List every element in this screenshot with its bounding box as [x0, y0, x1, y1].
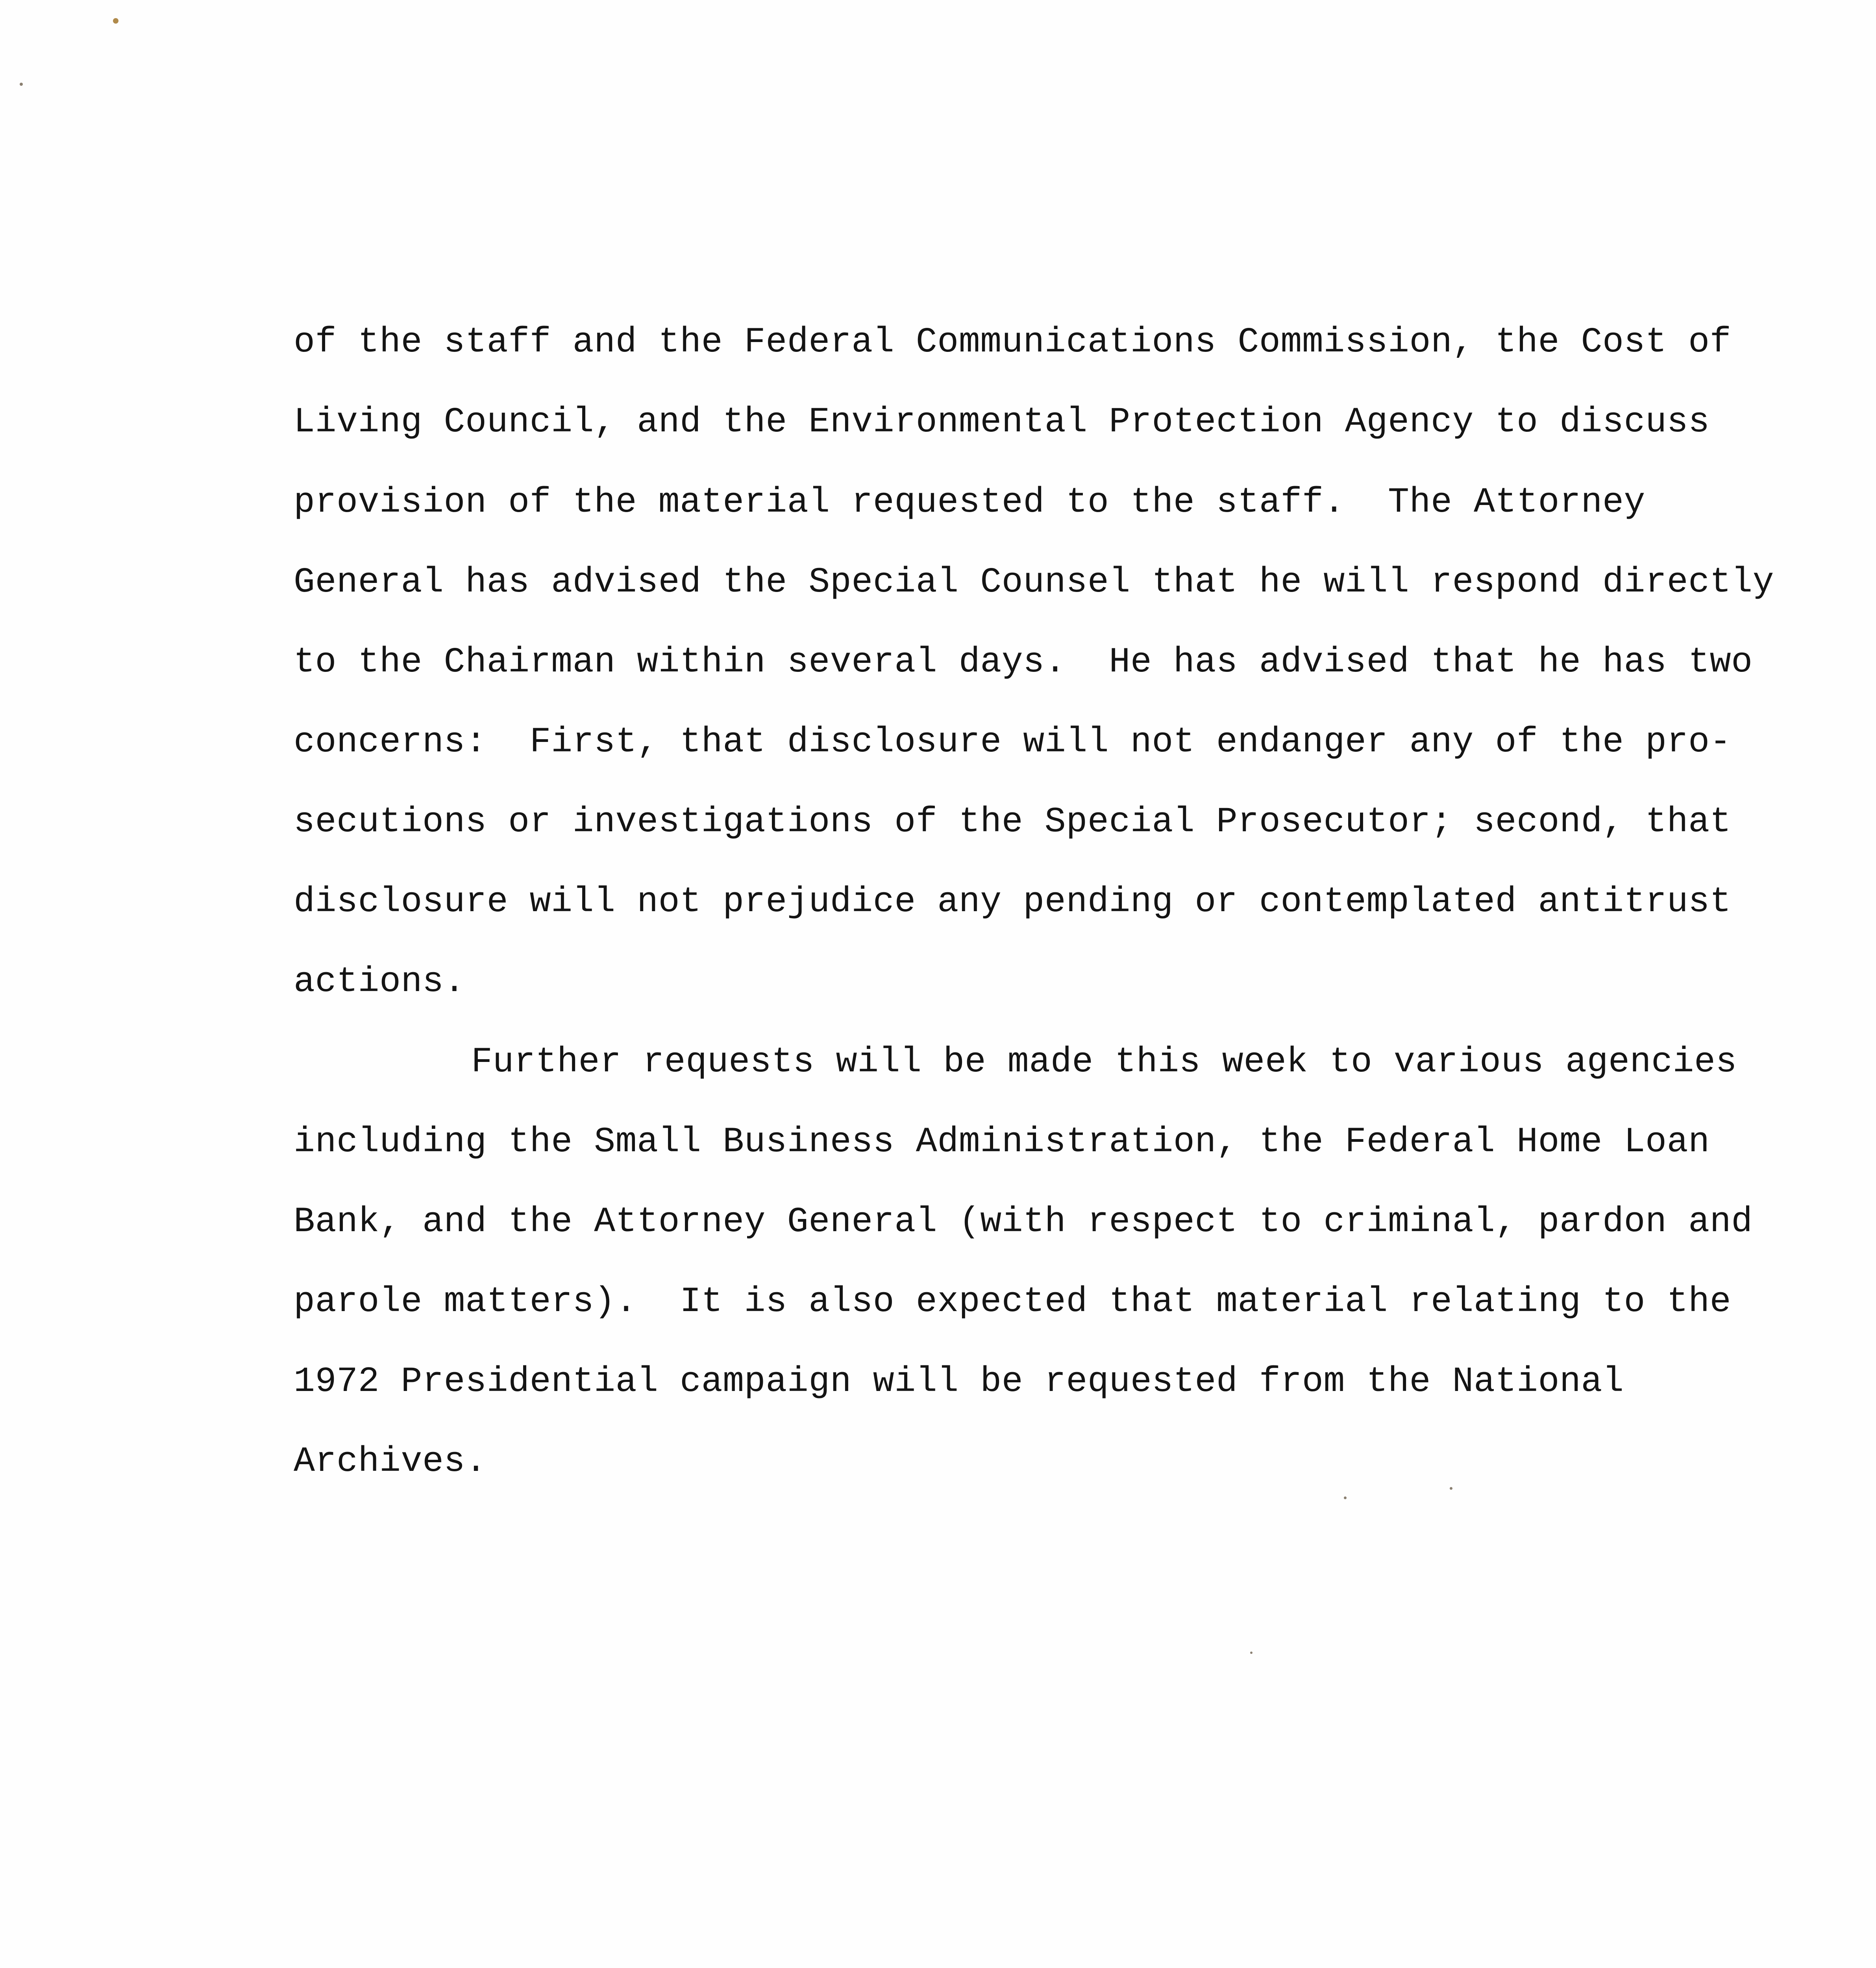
body-text-line: actions.	[294, 962, 466, 1002]
body-text-line: concerns: First, that disclosure will not endanger any of the pro-	[294, 722, 1732, 762]
body-text-line: Living Council, and the Environmental Protection Agency to discuss	[294, 402, 1710, 442]
paper-speck	[1250, 1652, 1253, 1654]
body-text-line: disclosure will not prejudice any pending or contemplated antitrust	[294, 882, 1732, 922]
body-text-line: 1972 Presidential campaign will be requested from the National	[294, 1362, 1624, 1402]
body-text-line: General has advised the Special Counsel that he will respond directly	[294, 562, 1774, 603]
body-text-line: including the Small Business Administration, the Federal Home Loan	[294, 1122, 1710, 1162]
body-text-line: Archives.	[294, 1442, 487, 1482]
body-text-line: to the Chairman within several days. He has advised that he has two	[294, 642, 1753, 683]
body-text-line: Bank, and the Attorney General (with respect to criminal, pardon and	[294, 1202, 1753, 1242]
paper-speck	[1344, 1496, 1347, 1499]
body-text-line: provision of the material requested to the staff. The Attorney	[294, 483, 1646, 523]
paper-speck	[1450, 1487, 1452, 1490]
paper-speck	[113, 18, 118, 24]
body-text-line: of the staff and the Federal Communications Commission, the Cost of	[294, 322, 1732, 363]
body-text-line: Further requests will be made this week to various agencies	[471, 1042, 1737, 1082]
body-text-line: parole matters). It is also expected that material relating to the	[294, 1282, 1732, 1322]
body-text-line: secutions or investigations of the Special Prosecutor; second, that	[294, 802, 1732, 842]
paper-speck	[20, 83, 23, 86]
